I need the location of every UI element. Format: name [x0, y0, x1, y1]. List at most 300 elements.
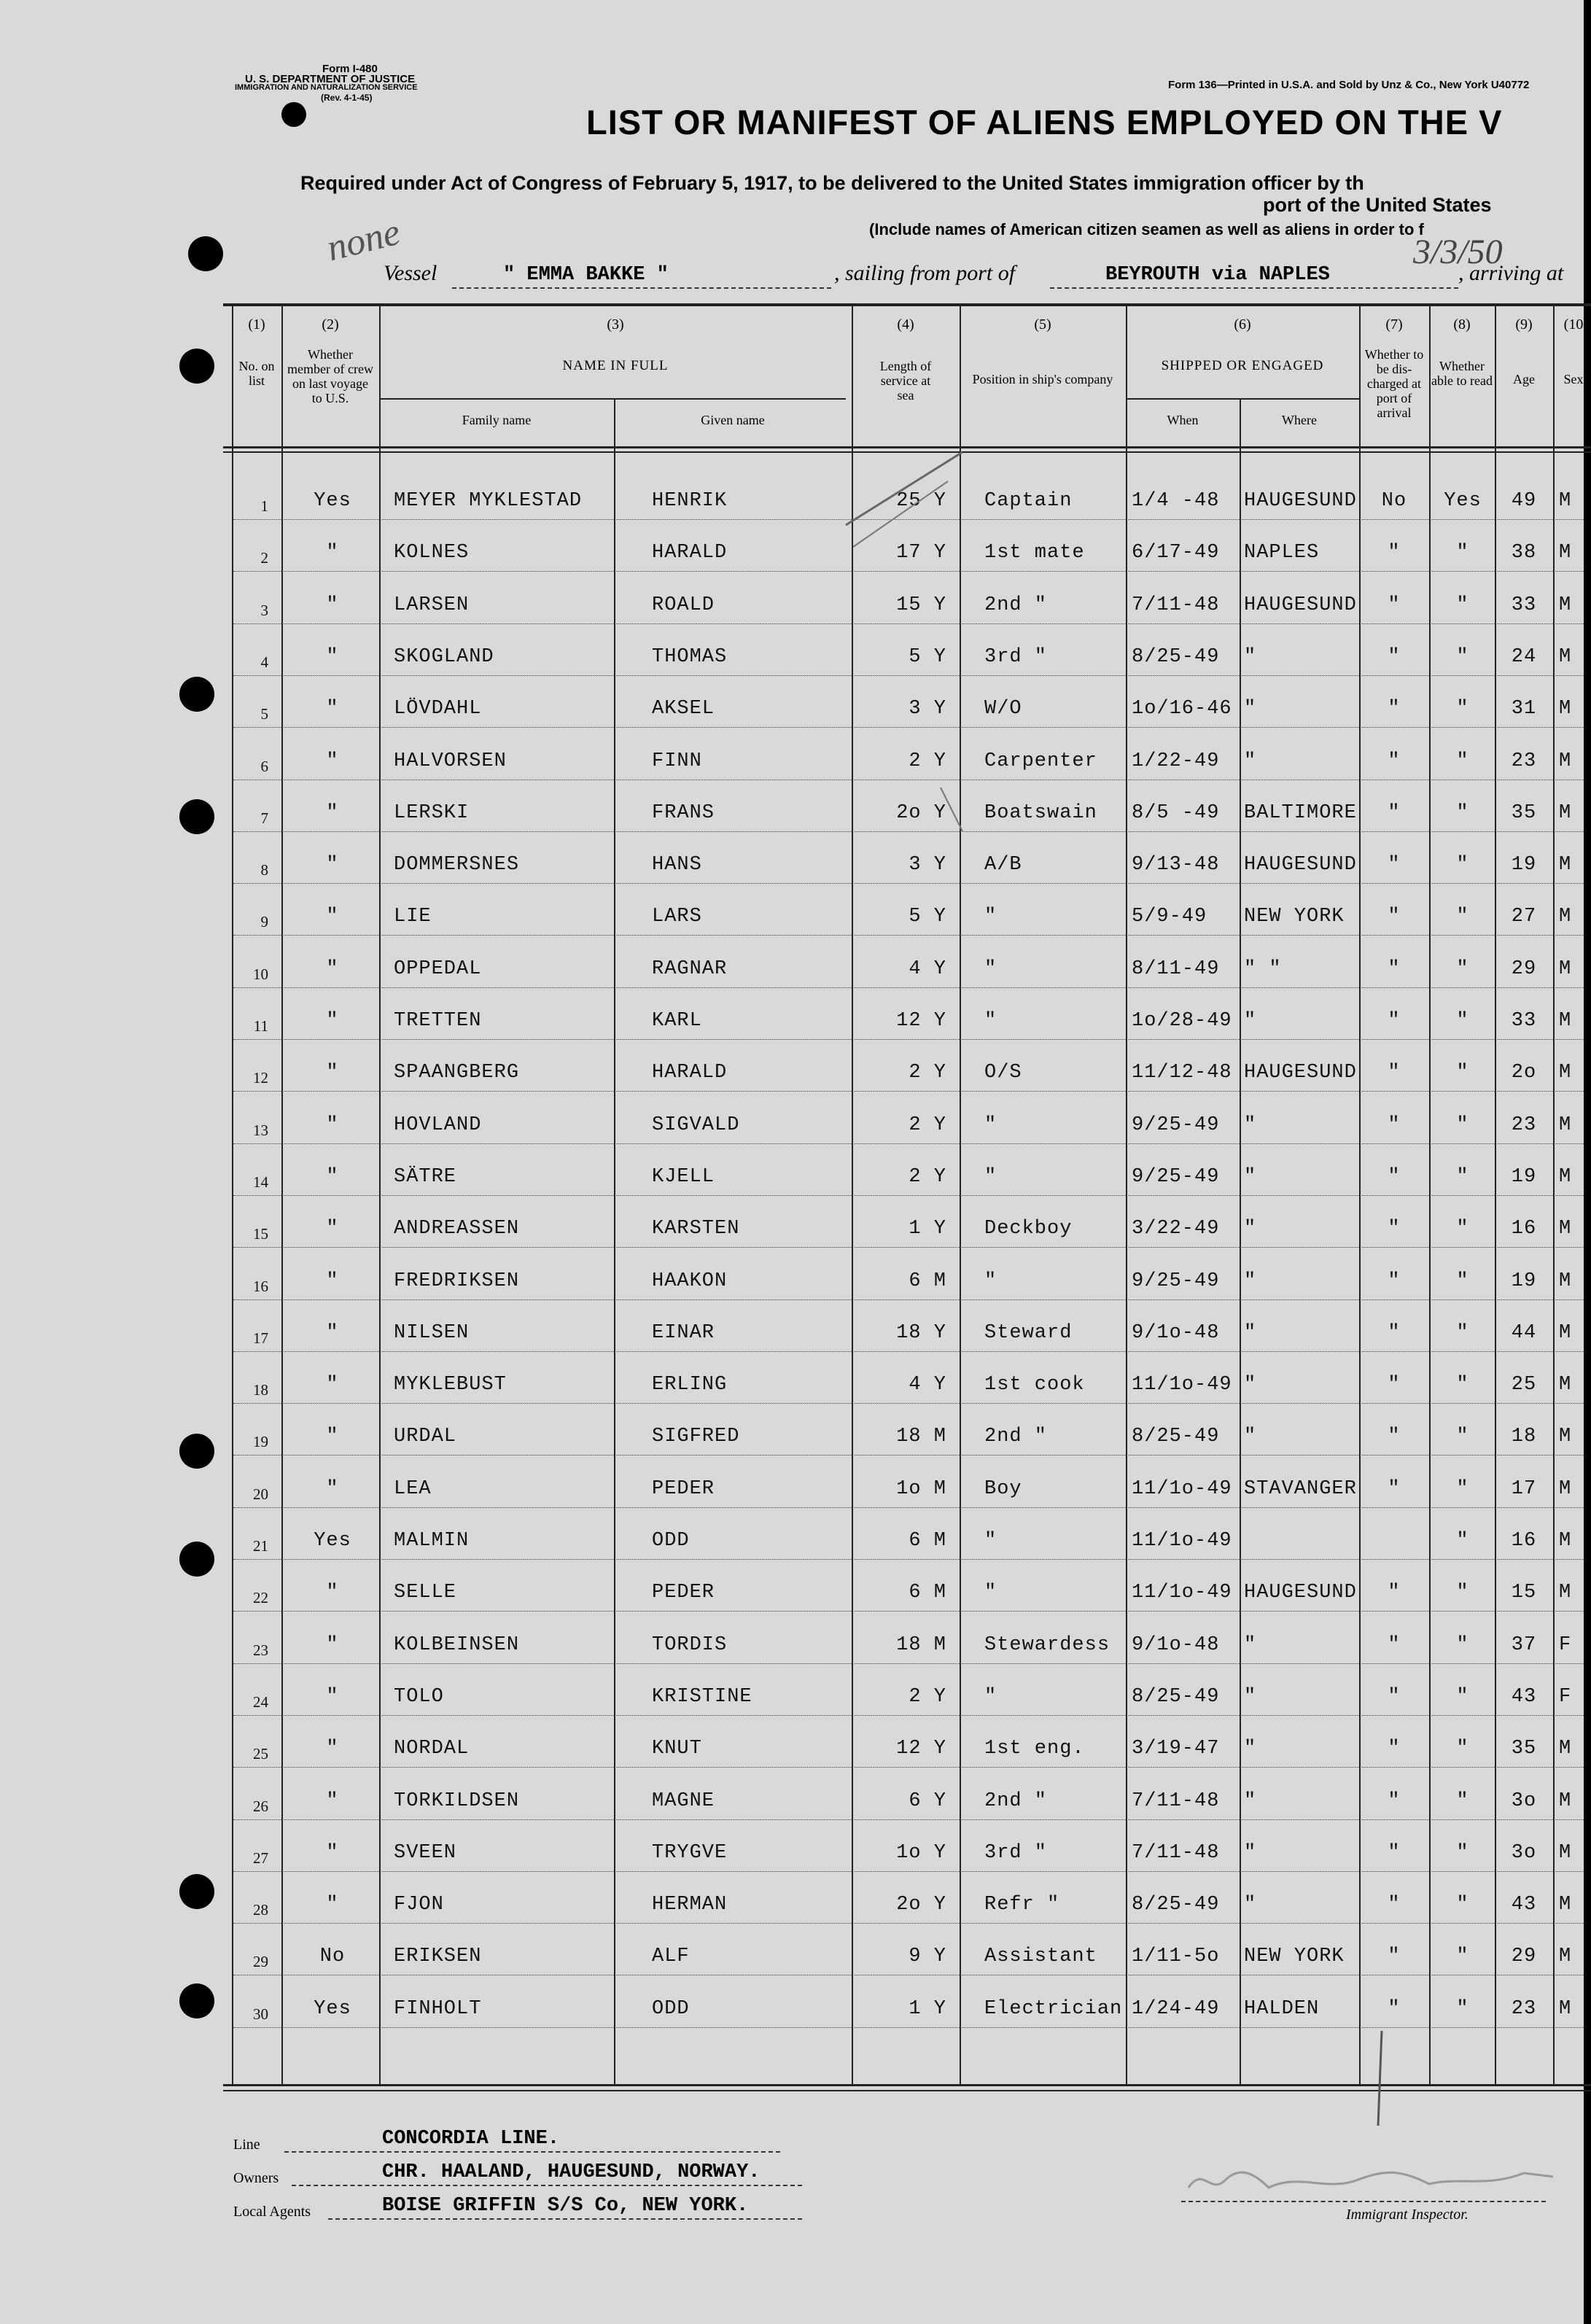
cell-given-name: RAGNAR [652, 957, 728, 980]
shipped-subheader-rule [1126, 398, 1359, 400]
cell-sex: M [1559, 957, 1572, 980]
cell-position: Stewardess [984, 1633, 1110, 1656]
cell-sex: M [1559, 1374, 1572, 1396]
arriving-label: , arriving at [1458, 261, 1564, 285]
row-rule [233, 1299, 1584, 1300]
cell-read: " [1456, 1270, 1469, 1292]
cell-read: " [1456, 1841, 1469, 1864]
cell-when: 11/1o-49 [1132, 1582, 1232, 1604]
row-number: 21 [253, 1537, 268, 1555]
cell-where: " [1244, 1010, 1257, 1032]
cell-service: 18 Y [896, 1321, 946, 1344]
punch-hole [188, 236, 223, 271]
cell-given-name: FINN [652, 750, 702, 772]
cell-service: 3 Y [909, 698, 946, 720]
header-no-on-list: No. on list [238, 359, 275, 388]
cell-discharged: No [1381, 490, 1407, 512]
cell-service: 4 Y [909, 957, 946, 980]
cell-service: 12 Y [896, 1738, 946, 1760]
row-rule [233, 1507, 1584, 1508]
cell-service: 1o M [896, 1477, 946, 1500]
cell-member: Yes [314, 1530, 351, 1552]
row-number: 24 [253, 1693, 268, 1711]
cell-discharged: " [1388, 1946, 1401, 1968]
cell-age: 23 [1511, 1997, 1537, 2020]
cell-when: 8/25-49 [1132, 645, 1220, 668]
cell-family-name: OPPEDAL [394, 957, 482, 980]
cell-sex: M [1559, 1894, 1572, 1916]
cell-age: 33 [1511, 594, 1537, 616]
row-rule [233, 987, 1584, 988]
row-rule [233, 1559, 1584, 1560]
cell-service: 1 Y [909, 1218, 946, 1240]
cell-age: 3o [1511, 1789, 1537, 1812]
line-label: Line [233, 2137, 260, 2153]
row-rule [233, 1403, 1584, 1404]
cell-where: " [1244, 1738, 1257, 1760]
header-where: Where [1282, 413, 1317, 427]
cell-member: " [326, 1841, 339, 1864]
cell-member: " [326, 1685, 339, 1708]
cell-sex: M [1559, 698, 1572, 720]
port-value: BEYROUTH via NAPLES [1105, 264, 1330, 286]
cell-position: Assistant [984, 1946, 1097, 1968]
row-number: 5 [260, 705, 268, 723]
row-number: 1 [260, 497, 268, 515]
cell-age: 16 [1511, 1530, 1537, 1552]
cell-position: Refr " [984, 1894, 1060, 1916]
cell-discharged: " [1388, 750, 1401, 772]
cell-when: 8/5 -49 [1132, 801, 1220, 824]
cell-service: 4 Y [909, 1374, 946, 1396]
cell-when: 7/11-48 [1132, 1841, 1220, 1864]
cell-position: " [984, 1685, 997, 1708]
cell-service: 5 Y [909, 645, 946, 668]
cell-when: 9/25-49 [1132, 1270, 1220, 1292]
cell-where: NEW YORK [1244, 906, 1345, 928]
cell-family-name: ERIKSEN [394, 1946, 482, 1968]
col-number: (2) [322, 316, 339, 333]
agents-underline [328, 2218, 802, 2220]
cell-when: 8/25-49 [1132, 1426, 1220, 1448]
cell-discharged: " [1388, 957, 1401, 980]
cell-read: Yes [1444, 490, 1482, 512]
cell-family-name: LEA [394, 1477, 432, 1500]
cell-age: 17 [1511, 1477, 1537, 1500]
cell-family-name: SVEEN [394, 1841, 457, 1864]
cell-position: O/S [984, 1062, 1022, 1084]
cell-where: HAUGESUND [1244, 490, 1357, 512]
row-rule [233, 883, 1584, 884]
cell-discharged: " [1388, 1321, 1401, 1344]
cell-sex: M [1559, 750, 1572, 772]
cell-age: 27 [1511, 906, 1537, 928]
row-number: 17 [253, 1329, 268, 1347]
cell-discharged: " [1388, 1218, 1401, 1240]
cell-where: " [1244, 1841, 1257, 1864]
cell-sex: M [1559, 1530, 1572, 1552]
cell-discharged: " [1388, 698, 1401, 720]
row-rule [233, 1715, 1584, 1716]
cell-family-name: NORDAL [394, 1738, 470, 1760]
cell-member: No [319, 1946, 346, 1968]
cell-read: " [1456, 1582, 1469, 1604]
cell-service: 18 M [896, 1633, 946, 1656]
cell-read: " [1456, 645, 1469, 668]
subtitle-note: (Include names of American citizen seamen as well as aliens in order to f [869, 220, 1424, 238]
cell-family-name: LERSKI [394, 801, 470, 824]
cell-where: NEW YORK [1244, 1946, 1345, 1968]
cell-age: 19 [1511, 1165, 1537, 1188]
subtitle: Required under Act of Congress of February 5, 1917, to be delivered to the United States immigration officer by th [300, 172, 1364, 194]
cell-given-name: HANS [652, 854, 702, 877]
punch-hole [179, 1983, 214, 2018]
cell-when: 11/1o-49 [1132, 1530, 1232, 1552]
cell-when: 3/19-47 [1132, 1738, 1220, 1760]
cell-age: 29 [1511, 957, 1537, 980]
cell-given-name: KARL [652, 1010, 702, 1032]
cell-where: " [1244, 1685, 1257, 1708]
cell-position: A/B [984, 854, 1022, 877]
cell-service: 5 Y [909, 906, 946, 928]
row-number: 18 [253, 1381, 268, 1399]
cell-age: 43 [1511, 1894, 1537, 1916]
cell-service: 6 Y [909, 1789, 946, 1812]
cell-where: " [1244, 1165, 1257, 1188]
cell-given-name: SIGVALD [652, 1114, 740, 1136]
cell-member: " [326, 750, 339, 772]
header-when: When [1167, 413, 1199, 427]
cell-given-name: SIGFRED [652, 1426, 740, 1448]
page-title: LIST OR MANIFEST OF ALIENS EMPLOYED ON THE V [586, 103, 1503, 141]
row-number: 12 [253, 1069, 268, 1087]
cell-position: Steward [984, 1321, 1073, 1344]
cell-member: " [326, 698, 339, 720]
cell-sex: M [1559, 542, 1572, 564]
cell-service: 17 Y [896, 542, 946, 564]
cell-sex: M [1559, 1789, 1572, 1812]
pencil-marks [839, 438, 970, 846]
cell-position: 2nd " [984, 1426, 1048, 1448]
cell-discharged: " [1388, 1010, 1401, 1032]
cell-sex: M [1559, 490, 1572, 512]
cell-given-name: PEDER [652, 1582, 715, 1604]
cell-member: " [326, 1114, 339, 1136]
cell-service: 12 Y [896, 1010, 946, 1032]
agents-label: Local Agents [233, 2204, 311, 2220]
cell-discharged: " [1388, 542, 1401, 564]
table-top-rule [223, 303, 1591, 306]
cell-age: 37 [1511, 1633, 1537, 1656]
row-number: 23 [253, 1641, 268, 1659]
row-rule [233, 1143, 1584, 1144]
cell-member: " [326, 957, 339, 980]
cell-discharged: " [1388, 645, 1401, 668]
vessel-label: Vessel [384, 261, 437, 285]
cell-age: 44 [1511, 1321, 1537, 1344]
cell-when: 7/11-48 [1132, 1789, 1220, 1812]
cell-family-name: ANDREASSEN [394, 1218, 520, 1240]
cell-sex: M [1559, 1946, 1572, 1968]
cell-family-name: HALVORSEN [394, 750, 507, 772]
cell-read: " [1456, 750, 1469, 772]
cell-family-name: NILSEN [394, 1321, 470, 1344]
form-number: Form I-480 [322, 63, 378, 75]
vessel-underline [452, 287, 831, 289]
cell-given-name: KJELL [652, 1165, 715, 1188]
col-number: (1) [248, 316, 265, 333]
cell-read: " [1456, 1321, 1469, 1344]
cell-given-name: TORDIS [652, 1633, 728, 1656]
cell-member: " [326, 1270, 339, 1292]
cell-age: 43 [1511, 1685, 1537, 1708]
cell-read: " [1456, 1426, 1469, 1448]
cell-sex: M [1559, 645, 1572, 668]
cell-family-name: LIE [394, 906, 432, 928]
cell-position: 3rd " [984, 645, 1048, 668]
cell-service: 2 Y [909, 750, 946, 772]
cell-service: 1 Y [909, 1997, 946, 2020]
cell-family-name: TRETTEN [394, 1010, 482, 1032]
cell-service: 2o Y [896, 1894, 946, 1916]
col-number: (5) [1034, 316, 1051, 333]
row-rule [233, 1091, 1584, 1092]
cell-given-name: EINAR [652, 1321, 715, 1344]
cell-discharged: " [1388, 1114, 1401, 1136]
cell-service: 9 Y [909, 1946, 946, 1968]
row-rule [233, 1039, 1584, 1040]
header-name-in-full: NAME IN FULL [562, 358, 669, 373]
cell-read: " [1456, 1010, 1469, 1032]
cell-discharged: " [1388, 1685, 1401, 1708]
cell-where: HAUGESUND [1244, 594, 1357, 616]
cell-read: " [1456, 1218, 1469, 1240]
cell-position: 1st mate [984, 542, 1085, 564]
cell-family-name: FJON [394, 1894, 444, 1916]
cell-when: 1/24-49 [1132, 1997, 1220, 2020]
cell-read: " [1456, 957, 1469, 980]
sailing-label: , sailing from port of [834, 261, 1016, 285]
cell-sex: M [1559, 1321, 1572, 1344]
punch-hole [179, 1434, 214, 1469]
row-number: 10 [253, 965, 268, 983]
cell-sex: M [1559, 801, 1572, 824]
cell-age: 38 [1511, 542, 1537, 564]
cell-when: 8/25-49 [1132, 1894, 1220, 1916]
cell-read: " [1456, 1946, 1469, 1968]
cell-read: " [1456, 854, 1469, 877]
cell-service: 18 M [896, 1426, 946, 1448]
cell-where: HALDEN [1244, 1997, 1320, 2020]
name-subheader-rule [379, 398, 846, 400]
cell-discharged: " [1388, 1997, 1401, 2020]
inspector-label: Immigrant Inspector. [1346, 2207, 1469, 2223]
cell-given-name: ERLING [652, 1374, 728, 1396]
cell-service: 3 Y [909, 854, 946, 877]
cell-service: 2o Y [896, 801, 946, 824]
cell-discharged: " [1388, 1374, 1401, 1396]
handwritten-note: none [322, 211, 405, 270]
cell-where: STAVANGER [1244, 1477, 1357, 1500]
cell-sex: M [1559, 1218, 1572, 1240]
line-underline [284, 2151, 780, 2153]
cell-member: " [326, 1062, 339, 1084]
cell-member: " [326, 1321, 339, 1344]
punch-hole [281, 102, 306, 127]
row-number: 13 [253, 1121, 268, 1139]
cell-member: " [326, 1010, 339, 1032]
cell-given-name: LARS [652, 906, 702, 928]
scan-border [1584, 0, 1591, 2324]
cell-service: 2 Y [909, 1165, 946, 1188]
cell-where: " " [1244, 957, 1282, 980]
cell-discharged: " [1388, 1270, 1401, 1292]
cell-when: 1/11-5o [1132, 1946, 1220, 1968]
header-length-of-service: Length of service at sea [879, 359, 932, 403]
cell-read: " [1456, 698, 1469, 720]
cell-member: " [326, 1165, 339, 1188]
cell-position: " [984, 906, 997, 928]
cell-age: 3o [1511, 1841, 1537, 1864]
cell-given-name: ROALD [652, 594, 715, 616]
header-whether-member: Whether member of crew on last voyage to U.S. [287, 347, 373, 405]
service: IMMIGRATION AND NATURALIZATION SERVICE [235, 83, 418, 92]
cell-sex: M [1559, 1738, 1572, 1760]
cell-position: W/O [984, 698, 1022, 720]
cell-member: " [326, 906, 339, 928]
cell-read: " [1456, 801, 1469, 824]
cell-service: 2 Y [909, 1114, 946, 1136]
cell-discharged: " [1388, 906, 1401, 928]
cell-service: 1o Y [896, 1841, 946, 1864]
cell-member: " [326, 801, 339, 824]
cell-service: 15 Y [896, 594, 946, 616]
cell-where: " [1244, 1321, 1257, 1344]
cell-member: " [326, 542, 339, 564]
cell-read: " [1456, 1530, 1469, 1552]
cell-where: " [1244, 1894, 1257, 1916]
col-number: (3) [607, 316, 624, 333]
cell-member: " [326, 594, 339, 616]
cell-sex: M [1559, 594, 1572, 616]
cell-sex: M [1559, 1010, 1572, 1032]
cell-read: " [1456, 1114, 1469, 1136]
owners-underline [292, 2185, 802, 2186]
cell-when: 9/13-48 [1132, 854, 1220, 877]
cell-member: " [326, 1894, 339, 1916]
row-number: 14 [253, 1173, 268, 1191]
cell-given-name: AKSEL [652, 698, 715, 720]
cell-family-name: MEYER MYKLESTAD [394, 490, 583, 512]
cell-age: 35 [1511, 801, 1537, 824]
cell-age: 15 [1511, 1582, 1537, 1604]
cell-family-name: MALMIN [394, 1530, 470, 1552]
cell-sex: M [1559, 1114, 1572, 1136]
cell-when: 1o/16-46 [1132, 698, 1232, 720]
cell-sex: M [1559, 906, 1572, 928]
row-number: 7 [260, 809, 268, 827]
cell-member: Yes [314, 490, 351, 512]
row-rule [233, 935, 1584, 936]
cell-given-name: MAGNE [652, 1789, 715, 1812]
row-number: 26 [253, 1797, 268, 1815]
cell-given-name: HARALD [652, 542, 728, 564]
row-rule [233, 1195, 1584, 1196]
cell-family-name: DOMMERSNES [394, 854, 520, 877]
cell-age: 25 [1511, 1374, 1537, 1396]
header-discharged: Whether to be dis-charged at port of arrival [1364, 347, 1424, 420]
header-given-name: Given name [701, 413, 765, 427]
cell-read: " [1456, 1789, 1469, 1812]
cell-family-name: LÖVDAHL [394, 698, 482, 720]
cell-read: " [1456, 1062, 1469, 1084]
cell-discharged: " [1388, 801, 1401, 824]
cell-family-name: KOLBEINSEN [394, 1633, 520, 1656]
row-number: 11 [253, 1017, 268, 1035]
col-number: (7) [1385, 316, 1403, 333]
cell-sex: M [1559, 1270, 1572, 1292]
col-number: (8) [1453, 316, 1471, 333]
col-number: (9) [1515, 316, 1533, 333]
cell-position: Carpenter [984, 750, 1097, 772]
cell-member: " [326, 1738, 339, 1760]
header-shipped-or-engaged: SHIPPED OR ENGAGED [1161, 358, 1324, 373]
inspector-underline [1181, 2201, 1546, 2202]
cell-position: " [984, 1165, 997, 1188]
header-able-to-read: Whether able to read [1431, 359, 1493, 388]
row-number: 8 [260, 861, 268, 879]
pencil-marks [1371, 2027, 1393, 2129]
cell-age: 16 [1511, 1218, 1537, 1240]
cell-member: " [326, 645, 339, 668]
row-number: 30 [253, 2005, 268, 2023]
cell-family-name: MYKLEBUST [394, 1374, 507, 1396]
col-number: (10 [1563, 316, 1584, 333]
row-number: 22 [253, 1589, 268, 1607]
row-number: 16 [253, 1277, 268, 1295]
cell-when: 5/9-49 [1132, 906, 1207, 928]
owners-value: CHR. HAALAND, HAUGESUND, NORWAY. [382, 2161, 761, 2183]
cell-given-name: THOMAS [652, 645, 728, 668]
cell-member: " [326, 1218, 339, 1240]
cell-discharged: " [1388, 1165, 1401, 1188]
row-number: 4 [260, 653, 268, 671]
cell-discharged: " [1388, 1582, 1401, 1604]
cell-age: 31 [1511, 698, 1537, 720]
cell-given-name: FRANS [652, 801, 715, 824]
cell-age: 23 [1511, 1114, 1537, 1136]
cell-family-name: KOLNES [394, 542, 470, 564]
cell-position: " [984, 1582, 997, 1604]
cell-where: " [1244, 1633, 1257, 1656]
cell-read: " [1456, 1894, 1469, 1916]
cell-given-name: KARSTEN [652, 1218, 740, 1240]
row-number: 2 [260, 549, 268, 567]
row-rule [233, 1351, 1584, 1352]
cell-where: " [1244, 1114, 1257, 1136]
cell-when: 7/11-48 [1132, 594, 1220, 616]
cell-sex: M [1559, 1477, 1572, 1500]
cell-read: " [1456, 1374, 1469, 1396]
cell-family-name: SELLE [394, 1582, 457, 1604]
row-number: 3 [260, 601, 268, 619]
cell-service: 2 Y [909, 1685, 946, 1708]
cell-where: " [1244, 1426, 1257, 1448]
row-number: 25 [253, 1745, 268, 1763]
cell-age: 23 [1511, 750, 1537, 772]
cell-read: " [1456, 1997, 1469, 2020]
cell-service: 25 Y [896, 490, 946, 512]
